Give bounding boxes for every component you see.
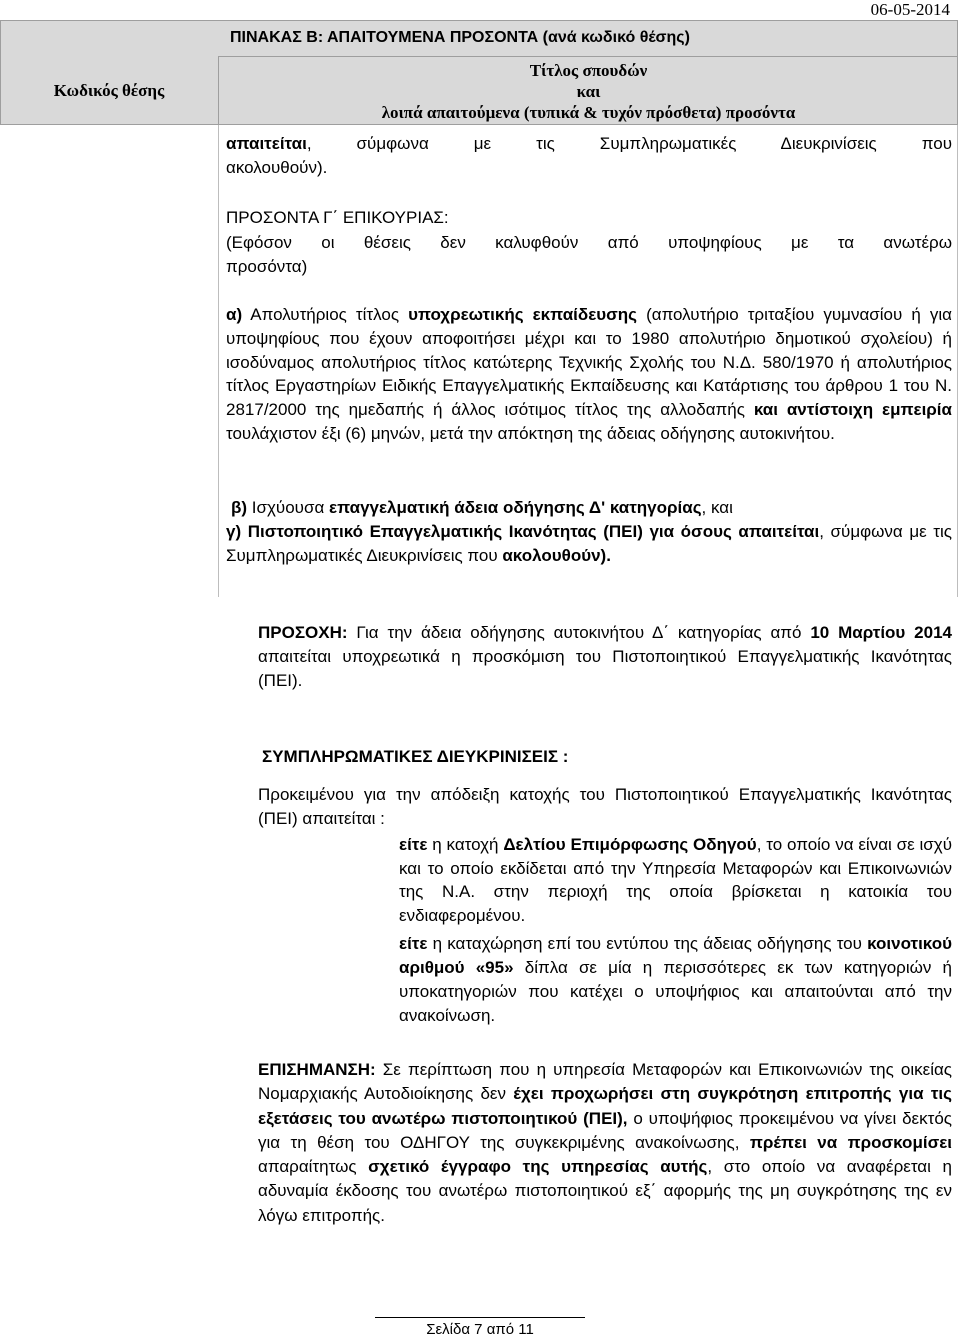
table-title: ΠΙΝΑΚΑΣ Β: ΑΠΑΙΤΟΥΜΕΝΑ ΠΡΟΣΟΝΤΑ (ανά κωδικό θέσης) (230, 29, 690, 46)
requirement-a-text1: Απολυτήριος τίτλος (242, 305, 409, 324)
section-heading: ΠΡΟΣΟΝΤΑ Γ΄ ΕΠΙΚΟΥΡΙΑΣ: (226, 208, 449, 227)
header-divider (218, 56, 958, 57)
notice-text2: απαιτείται υποχρεωτικά η προσκόμιση του Πιστοποιητικού Επαγγελματικής Ικανότητας (ΠΕΙ). (258, 647, 952, 690)
option1-bold: Δελτίου Επιμόρφωσης Οδηγού (503, 835, 757, 854)
column-header-title-line2: και (576, 82, 601, 101)
table-column-border (218, 125, 219, 597)
continuation-end: ακολουθούν). (226, 158, 328, 177)
document-date: 06-05-2014 (870, 0, 950, 19)
requirement-a-label: α) (226, 305, 243, 324)
remark-bold1: έχει προχωρήσει στη συγκρότηση επιτροπής για τις εξετάσεις του ανωτέρω πιστοποιητικού (ΠΕΙ), (258, 1084, 952, 1128)
requirement-b (231, 496, 952, 520)
option1-keyword: είτε (399, 835, 428, 854)
requirement-b-text2: , και (701, 498, 733, 517)
option2-keyword: είτε (399, 934, 428, 953)
requirement-b-text1: Ισχύουσα (247, 498, 330, 517)
clarifications-heading: ΣΥΜΠΛΗΡΩΜΑΤΙΚΕΣ ΔΙΕΥΚΡΙΝΙΣΕΙΣ : (262, 747, 569, 766)
option1-text2: , το οποίο να είναι σε ισχύ και το οποίο εκδίδεται από την Υπηρεσία Μεταφορών και Επικοινωνιών της Ν.Α. στην περιοχή της οποία βρίσκεται η κατοικία του ενδιαφερομένου. (399, 835, 952, 925)
requirement-a-bold1: υποχρεωτικής εκπαίδευσης (408, 305, 638, 324)
requirement-a-bold2: και αντίστοιχη εμπειρία (753, 400, 952, 420)
notice-text1: Για την άδεια οδήγησης αυτοκινήτου Δ΄ κατηγορίας από (347, 623, 811, 642)
continuation-text: , σύμφωνα με τις Συμπληρωματικές Διευκρινίσεις που (306, 134, 952, 153)
remark-text2: ο υποψήφιος προκειμένου να γίνει δεκτός για τη θέση του ΟΔΗΓΟΥ της συγκεκριμένης ανακοίνωσης, (258, 1108, 952, 1152)
requirement-a-text3: τουλάχιστον έξι (6) μηνών, μετά την απόκτηση της άδειας οδήγησης αυτοκινήτου. (226, 423, 835, 443)
column-header-title-line3: λοιπά απαιτούμενα (τυπικά & τυχόν πρόσθετα) προσόντα (381, 103, 796, 122)
column-header-code: Κωδικός θέσης (53, 81, 165, 100)
remark-text4: , στο οποίο να αναφέρεται η αδυναμία έκδοσης του ανωτέρω πιστοποιητικού εξ΄ αφορμής της μη συγκρότησης της εν λόγω επιτροπής. (258, 1157, 952, 1225)
remark-text3: απαραίτητως (258, 1157, 369, 1177)
column-header-title (219, 60, 958, 123)
requirement-c-text: , σύμφωνα με τις Συμπληρωματικές Διευκρινίσεις που (226, 522, 952, 565)
notice-paragraph (258, 621, 952, 693)
requirement-b-label: β) (231, 498, 248, 517)
remark-text1: Σε περίπτωση που η υπηρεσία Μεταφορών και Επικοινωνιών της οικείας Νομαρχιακής Αυτοδιοίκησης δεν (258, 1060, 952, 1104)
clarification-option-2 (399, 932, 952, 1028)
column-header-title-line1: Τίτλος σπουδών (529, 61, 648, 80)
option2-text1: η καταχώρηση επί του εντύπου της άδειας οδήγησης του (427, 934, 868, 953)
footer-rule (375, 1317, 585, 1318)
requirement-b-bold: επαγγελματική άδεια οδήγησης Δ' κατηγορίας (329, 498, 702, 517)
requirement-a (226, 303, 952, 446)
notice-label: ΠΡΟΣΟΧΗ: (258, 623, 348, 642)
requirement-c-end: ακολουθούν). (502, 545, 611, 565)
remark-paragraph (258, 1058, 952, 1228)
option2-text2: δίπλα σε μία η περισσότερες εκ των κατηγοριών ή υποκατηγοριών που κατέχει ο υποψήφιος και απαιτούνται από την ανακοίνωση. (399, 958, 952, 1025)
table-right-border (957, 125, 958, 597)
clarification-option-1 (399, 833, 952, 927)
continuation-line (226, 132, 952, 156)
page-number: Σελίδα 7 από 11 (426, 1321, 534, 1338)
clarifications-intro: Προκειμένου για την απόδειξη κατοχής του Πιστοποιητικού Επαγγελματικής Ικανότητας (ΠΕΙ) απαιτείται : (258, 785, 952, 828)
requirement-c (226, 520, 952, 567)
remark-bold2: πρέπει να προσκομίσει (749, 1132, 952, 1152)
requirement-c-bold: γ) Πιστοποιητικό Επαγγελματικής Ικανότητας (ΠΕΙ) για όσους απαιτείται (226, 522, 820, 541)
remark-label: ΕΠΙΣΗΜΑΝΣΗ: (258, 1060, 376, 1079)
requirement-a-text2: (απολυτήριο τριταξίου γυμνασίου ή για υποψηφίους που έχουν αποφοιτήσει μέχρι και το 1980 απολυτήριο δημοτικού σχολείου) ή ισοδύναμος απολυτήριος τίτλος κατώτερης Τεχνικής Σχολής του Ν.Δ. 580/1970 ή απολυτήριος τίτλος Εργαστηρίων Ειδικής Επαγγελματικής Εκπαίδευσης και Κατάρτισης του άρθρου 1 του Ν. 2817/2000 της ημεδαπής ή άλλος ισότιμος τίτλος της αλλοδαπής (226, 305, 952, 420)
option1-text1: η κατοχή (427, 835, 504, 854)
section-subtitle-line1: (Εφόσον οι θέσεις δεν καλυφθούν από υποψηφίους με τα ανωτέρω (226, 233, 952, 252)
continuation-bold: απαιτείται (226, 134, 307, 153)
option2-bold: κοινοτικού αριθμού «95» (399, 934, 952, 977)
notice-date: 10 Μαρτίου 2014 (810, 623, 952, 642)
section-subtitle-line2: προσόντα) (226, 257, 308, 276)
remark-bold3: σχετικό έγγραφο της υπηρεσίας αυτής (368, 1157, 708, 1177)
